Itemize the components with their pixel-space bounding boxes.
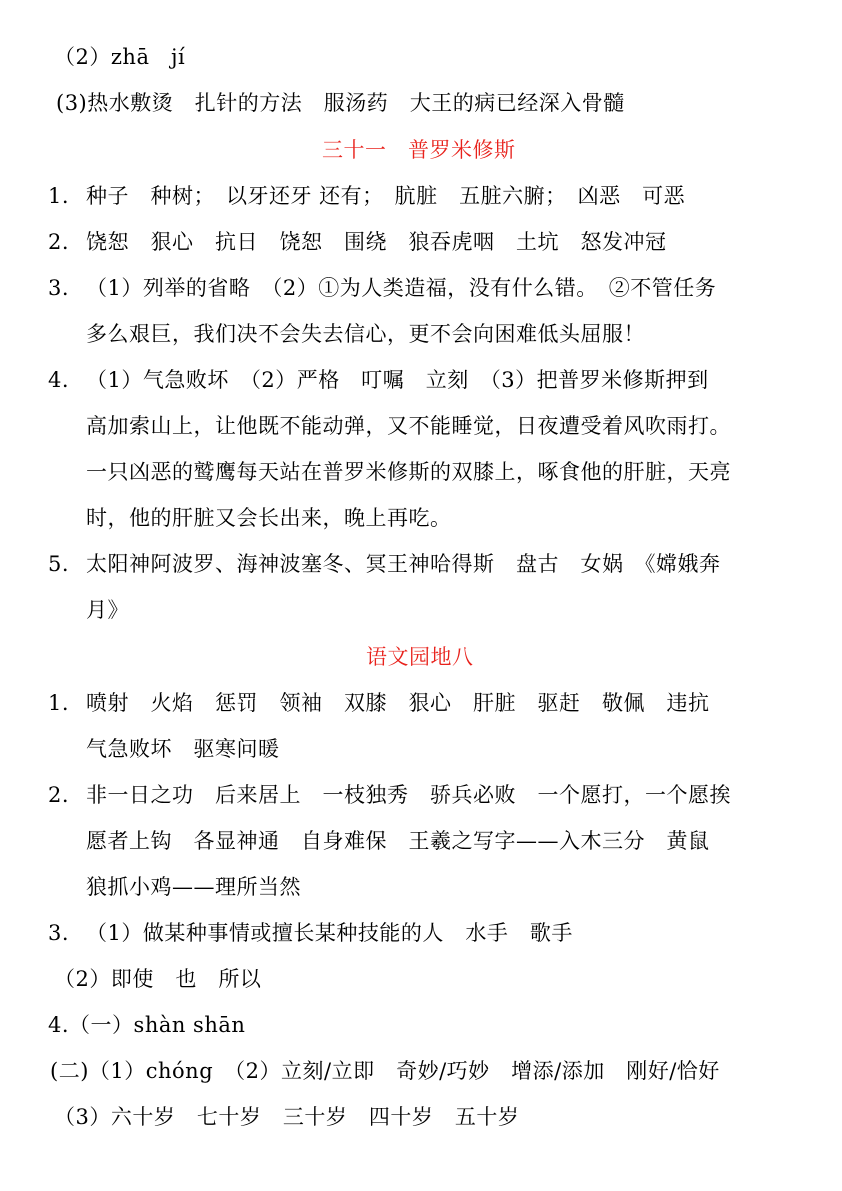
item-text: 饶恕 狠心 抗日 饶恕 围绕 狼吞虎咽 土坑 怒发冲冠 [86,230,667,254]
item-text: 种子 种树； 以牙还牙 还有； 肮脏 五脏六腑； 凶恶 可恶 [86,184,686,208]
item-number: 2. [48,230,70,254]
garden-item-4-part-2: (二)（1）chóng （2）立刻/立即 奇妙/巧妙 增添/添加 刚好/恰好 [50,1059,720,1083]
item-number: 4. [48,368,70,392]
answer-item-3-continued: 多么艰巨，我们决不会失去信心，更不会向困难低头屈服！ [86,322,645,346]
garden-item-1-continued: 气急败坏 驱寒问暖 [86,737,280,761]
answer-item-4-continued-3: 时，他的肝脏又会长出来，晚上再吃。 [86,506,452,530]
item-number: 1. [48,184,70,208]
item-number: 3. [48,276,70,300]
section-heading-chinese-garden-8: 语文园地八 [366,645,474,669]
garden-item-4-part-2-sub-3: （3）六十岁 七十岁 三十岁 四十岁 五十岁 [54,1105,520,1129]
item-number: 3. [48,921,70,945]
item-text: （1）列举的省略 （2）①为人类造福，没有什么错。 ②不管任务 [86,276,717,300]
answer-item-4-continued-1: 高加索山上，让他既不能动弹，又不能睡觉，日夜遭受着风吹雨打。 [86,414,731,438]
answer-line-3: (3)热水敷烫 扎针的方法 服汤药 大王的病已经深入骨髓 [56,91,625,115]
item-number: 1. [48,691,70,715]
item-number: 2. [48,783,70,807]
section-heading-prometheus: 三十一 普罗米修斯 [322,138,516,162]
item-text: （1）做某种事情或擅长某种技能的人 水手 歌手 [86,921,573,945]
answer-line-pinyin-2: （2）zhā jí [54,45,186,69]
garden-item-4: 4.（一）shàn shān [48,1013,246,1037]
item-text: 非一日之功 后来居上 一枝独秀 骄兵必败 一个愿打，一个愿挨 [86,783,731,807]
garden-item-2-continued-1: 愿者上钩 各显神通 自身难保 王羲之写字——入木三分 黄鼠 [86,829,710,853]
garden-item-3-sub-2: （2）即使 也 所以 [54,967,262,991]
item-text: （1）气急败坏 （2）严格 叮嘱 立刻 （3）把普罗米修斯押到 [86,368,709,392]
item-text: 喷射 火焰 惩罚 领袖 双膝 狠心 肝脏 驱赶 敬佩 违抗 [86,691,710,715]
garden-item-2-continued-2: 狼抓小鸡——理所当然 [86,875,301,899]
answer-item-4-continued-2: 一只凶恶的鹫鹰每天站在普罗米修斯的双膝上，啄食他的肝脏，天亮 [86,460,731,484]
item-number: 5. [48,552,70,576]
item-text: 太阳神阿波罗、海神波塞冬、冥王神哈得斯 盘古 女娲 《嫦娥奔 [86,552,721,576]
answer-item-5-continued: 月》 [86,598,129,622]
